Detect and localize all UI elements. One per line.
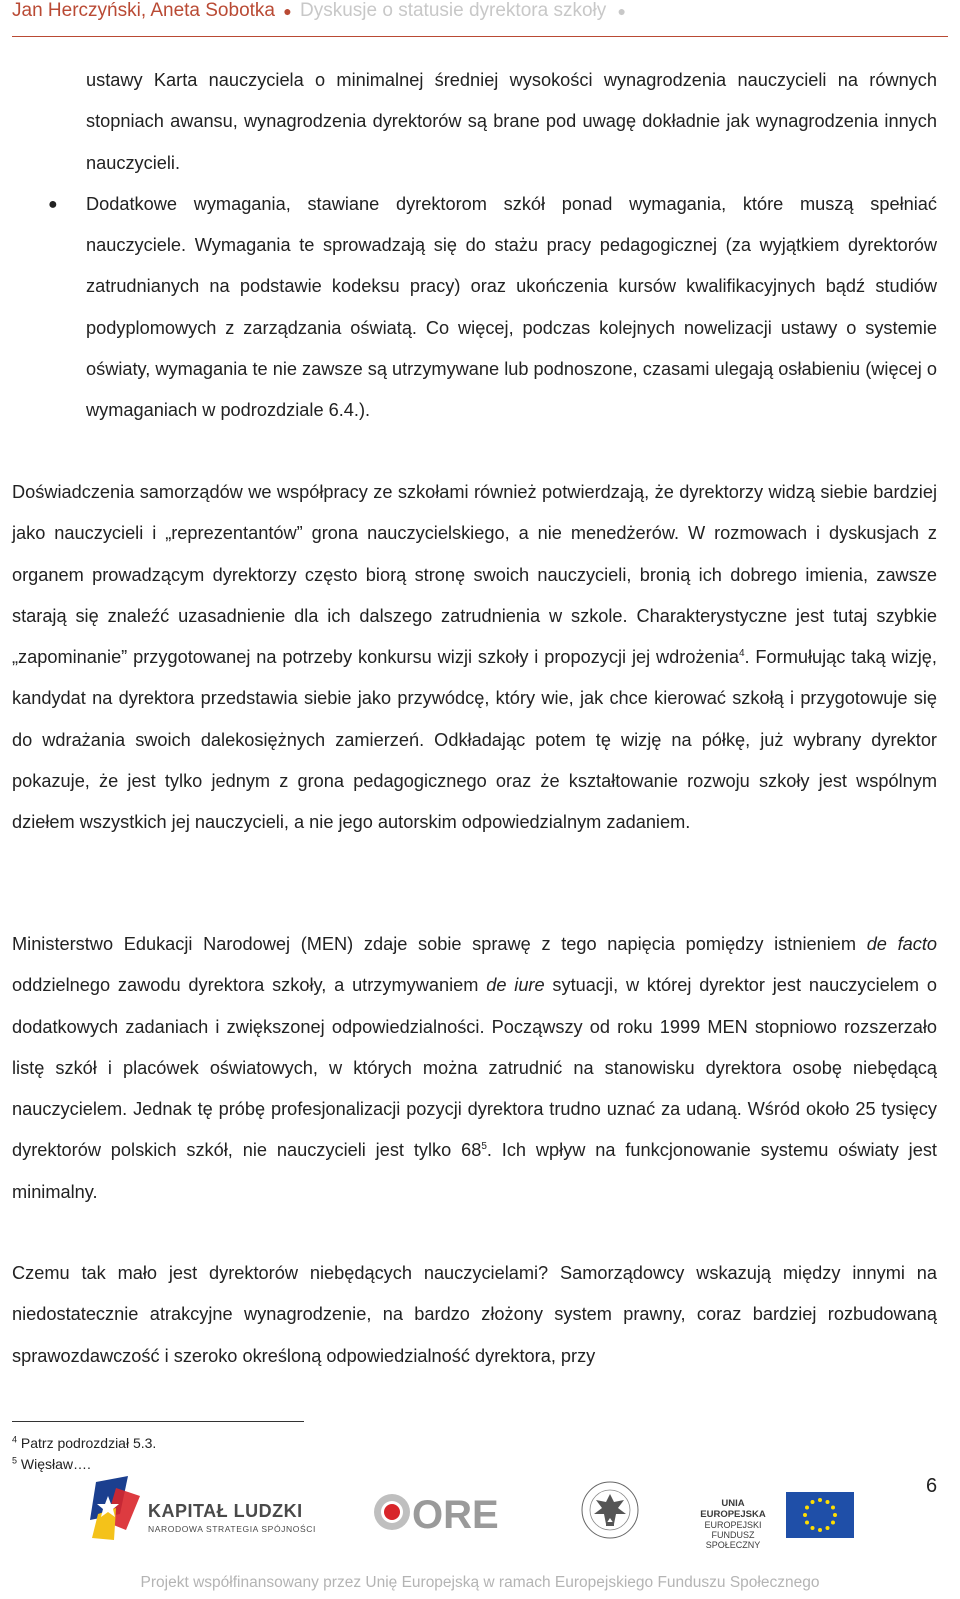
eu-star-icon (818, 1498, 822, 1502)
bullet-item-text: Dodatkowe wymagania, stawiane dyrektorom szkół ponad wymagania, które muszą spełniać nauczyciele. Wymagania te sprowadzają się do stażu pracy pedagogicznej (za wyjątkiem dyrektorów zatrudnianych na podstawie kodeksu pracy) oraz ukończenia kursów kwalifikacyjnych bądź studiów podyplomowych z zarządzania oświatą. Co więcej, podczas kolejnych nowelizacji ustawy o systemie oświaty, wymagania te nie zawsze są utrzymywane lub podnoszone, czasami ulegają osłabieniu (więcej o wymaganiach w podrozdziale 6.4.). (86, 193, 937, 421)
kapital-ludzki-wordmark (148, 1501, 316, 1534)
footnote (12, 1455, 91, 1473)
eu-star-icon (805, 1506, 809, 1510)
bullet-item (48, 184, 937, 432)
paragraph-text: . Formułując taką wizję, kandydat na dyrektora przedstawia siebie jako przywódcę, który wie, jak chce kierować szkołą i przygotowuje się do wdrażania swoich dalekosiężnych zamierzeń. Odkładając potem tę wizję na półkę, już wybrany dyrektor pokazuje, że jest tylko jednym z grona pedagogicznego oraz że kształtowanie rozwoju szkoły jest wspólnym dziełem wszystkich jej nauczycieli, a nie jego autorskim odpowiedzialnym zadaniem. (12, 647, 937, 833)
bullet-icon: ● (48, 195, 58, 213)
footnote-reference[interactable]: 4 (738, 648, 745, 660)
eu-fund-line1: EUROPEJSKI (704, 1520, 762, 1530)
kapital-ludzki-subtitle: NARODOWA STRATEGIA SPÓJNOŚCI (148, 1524, 316, 1534)
footnote-text: Patrz podrozdział 5.3. (20, 1435, 157, 1451)
eu-star-icon (818, 1528, 822, 1532)
footer-logos (0, 1474, 960, 1550)
eu-name: UNIA EUROPEJSKA (700, 1498, 766, 1520)
university-of-warsaw-seal-icon (580, 1478, 640, 1542)
eu-logo-text (688, 1498, 778, 1550)
funding-note: Projekt współfinansowany przez Unię Europejską w ramach Europejskiego Funduszu Społecznego (140, 1574, 820, 1591)
header-trailing-dot: ● (617, 3, 626, 19)
footnote-separator (12, 1421, 304, 1422)
header-separator-dot: ● (283, 3, 292, 19)
running-header (12, 0, 948, 37)
eu-flag-icon (786, 1492, 854, 1538)
paragraph-text: Ministerstwo Edukacji Narodowej (MEN) zdaje sobie sprawę z tego napięcia pomiędzy istnieniem (12, 934, 867, 954)
paragraph-text: Doświadczenia samorządów we współpracy ze szkołami również potwierdzają, że dyrektorzy widzą siebie bardziej jako nauczycieli i „reprezentantów” grona nauczycielskiego, a nie menedżerów. W rozmowach i dyskusjach z organem prowadzącym dyrektorzy często biorą stronę swoich nauczycieli, bronią ich dobrego imienia, zawsze starają się znaleźć uzasadnienie dla ich dalszego zatrudnienia w szkole. Charakterystyczne jest tutaj szybkie „zapominanie” przygotowanej na potrzeby konkursu wizji szkoły i propozycji jej wdrożenia (12, 482, 937, 668)
paragraph-text: . Ich wpływ na funkcjonowanie systemu oświaty jest minimalny. (12, 1140, 937, 1202)
paragraph (12, 472, 937, 844)
eu-star-icon (803, 1513, 807, 1517)
eu-star-icon (811, 1526, 815, 1530)
eu-star-icon (833, 1513, 837, 1517)
kapital-ludzki-logo-icon (86, 1474, 146, 1544)
paragraph (12, 1253, 937, 1377)
eu-star-icon (826, 1526, 830, 1530)
ore-logo-icon (372, 1492, 499, 1537)
page-number: 6 (926, 1475, 938, 1497)
italic-term: de facto (866, 934, 938, 954)
bullet-item-text: ustawy Karta nauczyciela o minimalnej średniej wysokości wynagrodzenia nauczycieli na równych stopniach awansu, wynagrodzenia dyrektorów są brane pod uwagę dokładnie jak wynagrodzenia innych nauczycieli. (86, 70, 937, 173)
eu-star-icon (831, 1521, 835, 1525)
footnote-reference[interactable]: 5 (481, 1141, 487, 1153)
footnote-number: 5 (12, 1455, 18, 1466)
eu-star-icon (805, 1521, 809, 1525)
paragraph-text: oddzielnego zawodu dyrektora szkoły, a utrzymywaniem (12, 975, 487, 996)
footnote (12, 1434, 156, 1452)
eu-fund-line2: FUNDUSZ SPOŁECZNY (705, 1530, 761, 1550)
kapital-ludzki-name: KAPITAŁ LUDZKI (148, 1501, 303, 1521)
eu-star-icon (826, 1500, 830, 1504)
paragraph (12, 924, 937, 1213)
header-authors: Jan Herczyński, Aneta Sobotka (12, 0, 275, 21)
footnote-number: 4 (12, 1434, 18, 1445)
paragraph-text: sytuacji, w której dyrektor jest nauczycielem o dodatkowych zadaniach i zwiększonej odpowiedzialności. Począwszy od roku 1999 MEN stopniowo rozszerzało listę szkół i placówek oświatowych, w których można zatrudnić na stanowisku dyrektora osobę niebędącą nauczycielem. Jednak tę próbę profesjonalizacji pozycji dyrektora trudno uznać za udaną. Wśród około 25 tysięcy dyrektorów polskich szkół, nie nauczycieli jest tylko 68 (12, 975, 937, 1161)
bullet-list (48, 60, 937, 432)
eu-star-icon (831, 1506, 835, 1510)
paragraph-text: Czemu tak mało jest dyrektorów niebędących nauczycielami? Samorządowcy wskazują między innymi na niedostatecznie atrakcyjne wynagrodzenie, na bardzo złożony system prawny, coraz bardziej rozbudowaną sprawozdawczość i szeroko określoną odpowiedzialność dyrektora, przy (12, 1263, 937, 1366)
bullet-item-continued (86, 60, 937, 184)
ore-wordmark: ORE (412, 1493, 499, 1537)
eu-star-icon (811, 1500, 815, 1504)
footnote-text: Więsław…. (20, 1456, 91, 1472)
italic-term: de iure (486, 975, 545, 996)
header-title: Dyskusje o statusie dyrektora szkoły (300, 0, 607, 21)
